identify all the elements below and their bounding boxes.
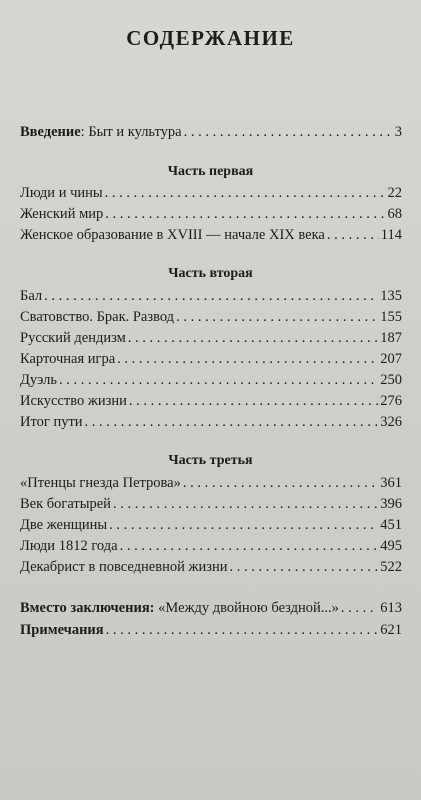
leader-dots — [85, 414, 379, 431]
leader-dots — [59, 372, 378, 389]
toc-entry-notes[interactable] — [20, 622, 402, 642]
leader-dots — [129, 393, 378, 410]
toc-page-number: 361 — [380, 475, 402, 491]
section-heading-part-one: Часть первая — [167, 164, 254, 179]
toc-page-number: 326 — [380, 414, 402, 430]
toc-page-number: 68 — [387, 206, 402, 222]
toc-page-number: 495 — [380, 538, 402, 554]
leader-dots — [105, 185, 386, 202]
leader-dots — [105, 206, 385, 223]
toc-page-number: 114 — [380, 227, 402, 243]
toc-page-number: 135 — [380, 288, 402, 304]
toc-entry-label: Век богатырей — [20, 496, 111, 512]
toc-page-number: 522 — [380, 559, 402, 575]
toc-page-number: 276 — [380, 393, 402, 409]
toc-entry-label: Две женщины — [20, 517, 108, 533]
toc-entry-label: Дуэль — [20, 372, 57, 388]
toc-entry-label: Сватовство. Брак. Развод — [20, 309, 175, 325]
section-heading-part-two: Часть вторая — [168, 266, 253, 281]
toc-entry-label: Карточная игра — [20, 351, 116, 367]
leader-dots — [109, 517, 378, 534]
toc-entry-label: Русский дендизм — [20, 330, 126, 346]
leader-dots — [44, 288, 378, 305]
toc-page-number: 187 — [380, 330, 402, 346]
toc-entry-label: Бал — [20, 288, 43, 304]
toc-page-number: 155 — [380, 309, 402, 325]
leader-dots — [113, 496, 378, 513]
toc-entry[interactable] — [20, 496, 402, 516]
leader-dots — [327, 227, 379, 244]
toc-entry-label: Введение: Быт и культура — [20, 124, 182, 140]
toc-page-number: 250 — [380, 372, 402, 388]
toc-entry-label: Люди 1812 года — [20, 538, 118, 554]
leader-dots — [128, 330, 378, 347]
toc-entry-conclusion[interactable] — [20, 600, 402, 620]
leader-dots — [341, 600, 378, 617]
leader-dots — [176, 309, 378, 326]
toc-entry[interactable] — [20, 538, 402, 558]
toc-page-number: 613 — [380, 600, 402, 616]
toc-entry-label: Люди и чины — [20, 185, 103, 201]
toc-page-number: 3 — [394, 124, 402, 140]
toc-entry-label: Женский мир — [20, 206, 104, 222]
toc-entry-label: Примечания — [20, 622, 104, 638]
toc-entry[interactable] — [20, 475, 402, 495]
page-title: СОДЕРЖАНИЕ — [126, 26, 295, 50]
leader-dots — [183, 475, 378, 492]
toc-entry-label: Декабрист в повседневной жизни — [20, 559, 228, 575]
leader-dots — [117, 351, 378, 368]
toc-page-number: 22 — [387, 185, 402, 201]
toc-entry[interactable] — [20, 227, 402, 247]
toc-entry[interactable] — [20, 288, 402, 308]
toc-entry-label: Женское образование в XVIII — начале XIX века — [20, 227, 325, 243]
toc-entry[interactable] — [20, 185, 402, 205]
toc-entry-label: Искусство жизни — [20, 393, 127, 409]
toc-entry[interactable] — [20, 517, 402, 537]
toc-page-number: 621 — [380, 622, 402, 638]
toc-entry[interactable] — [20, 206, 402, 226]
toc-entry[interactable] — [20, 393, 402, 413]
toc-entry-intro[interactable] — [20, 124, 402, 144]
leader-dots — [120, 538, 379, 555]
toc-entry-label: Вместо заключения: «Между двойною бездной...» — [20, 600, 339, 616]
toc-entry-label: Итог пути — [20, 414, 83, 430]
leader-dots — [184, 124, 393, 141]
leader-dots — [230, 559, 379, 576]
toc-page-number: 207 — [380, 351, 402, 367]
toc-entry[interactable] — [20, 414, 402, 434]
toc-entry[interactable] — [20, 309, 402, 329]
toc-entry[interactable] — [20, 330, 402, 350]
leader-dots — [106, 622, 379, 639]
toc-entry[interactable] — [20, 351, 402, 371]
toc-page-number: 396 — [380, 496, 402, 512]
toc-entry[interactable] — [20, 372, 402, 392]
toc-entry[interactable] — [20, 559, 402, 579]
toc-page-number: 451 — [380, 517, 402, 533]
section-heading-part-three: Часть третья — [168, 453, 253, 468]
toc-entry-label: «Птенцы гнезда Петрова» — [20, 475, 181, 491]
